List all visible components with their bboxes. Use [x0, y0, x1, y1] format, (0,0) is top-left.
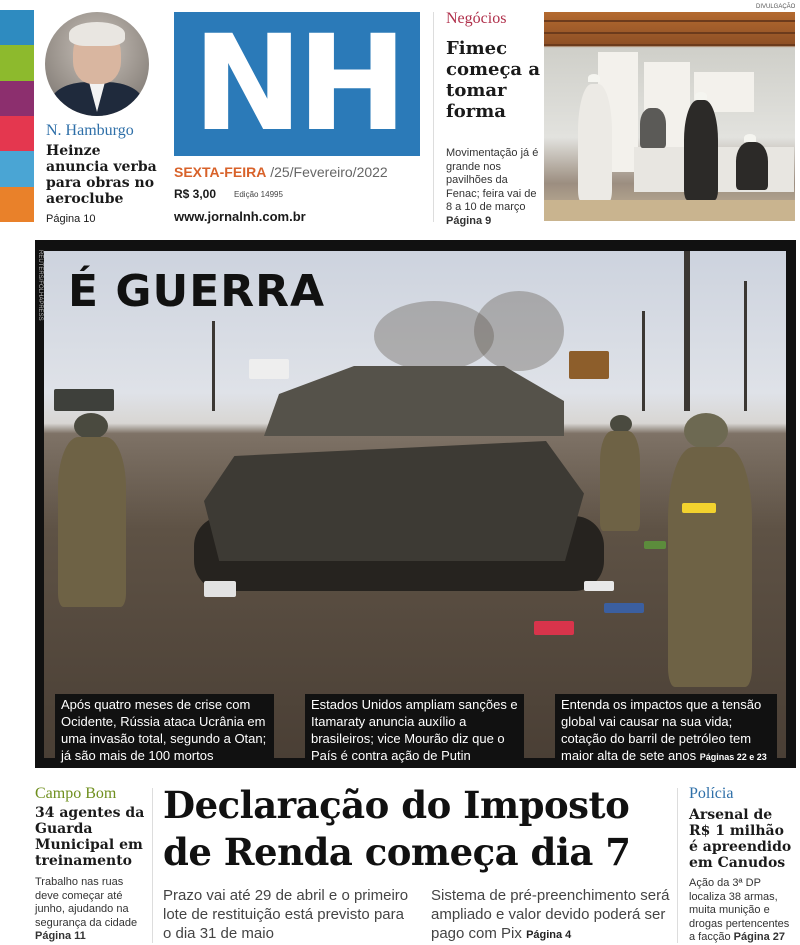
lead-headline[interactable]: É GUERRA [68, 266, 326, 317]
bottom-main-deck-left: Prazo vai até 29 de abril e o primeiro lote de restituição está previsto para o dia 31 de maio [163, 887, 409, 942]
caption-3-page: Páginas 22 e 23 [699, 752, 767, 762]
newspaper-logo[interactable] [174, 7, 420, 161]
website-link[interactable]: www.jornalnh.com.br [174, 209, 306, 224]
bottom-left-page: Página 11 [35, 930, 86, 942]
bottom-right-text: Ação da 3ª DP localiza 38 armas, muita munição e drogas pertencentes a facção Página 27 [689, 877, 790, 943]
bottom-main-page: Página 4 [526, 929, 572, 941]
divider [677, 788, 678, 943]
bottom-left-text: Trabalho nas ruas deve começar até junho, ajudando na segurança da cidade Página 11 [35, 876, 138, 942]
photo-caption-2[interactable]: Estados Unidos ampliam sanções e Itamaraty anuncia auxílio a brasileiros; vice Mourão diz que o País é contra ação de Putin [305, 694, 524, 766]
color-block [0, 81, 34, 116]
teaser-left-headline[interactable]: Heinze anuncia verba para obras no aeroclube [46, 143, 157, 207]
bottom-right-kicker[interactable]: Polícia [689, 785, 734, 802]
portrait-photo [45, 12, 149, 116]
bottom-left-headline[interactable]: 34 agentes da Guarda Municipal em treinamento [35, 805, 145, 869]
teaser-left-kicker[interactable]: N. Hamburgo [46, 122, 134, 139]
divider [152, 788, 153, 943]
teaser-right-headline[interactable]: Fimec começa a tomar forma [446, 38, 541, 122]
divider [433, 12, 434, 222]
lead-photo[interactable] [44, 251, 786, 758]
dateline [174, 164, 388, 180]
date: /25/Fevereiro/2022 [270, 164, 388, 180]
color-block [0, 151, 34, 186]
color-block [0, 116, 34, 151]
bottom-main-deck-right: Sistema de pré-preenchimento será ampliado e valor devido poderá ser pago com Pix Página 4 [431, 887, 670, 942]
photo-credit: DIVULGAÇÃO [756, 4, 796, 10]
color-block [0, 45, 34, 80]
photo-caption-1[interactable]: Após quatro meses de crise com Ocidente, Rússia ataca Ucrânia em uma invasão total, segundo a Otan; já são mais de 100 mortos [55, 694, 274, 766]
bottom-main-headline[interactable]: Declaração do Imposto de Renda começa dia 7 [163, 783, 631, 874]
lead-photo-credit: REUTERS/FOLHAPRESS [37, 250, 43, 321]
price: R$ 3,00 [174, 187, 217, 201]
photo-caption-3[interactable]: Entenda os impactos que a tensão global vai causar na sua vida; cotação do barril de petróleo tem maior alta de sete anos Páginas 22 e 23 [555, 694, 777, 768]
teaser-right-text [446, 147, 542, 228]
bottom-left-kicker[interactable]: Campo Bom [35, 785, 117, 802]
color-block [0, 187, 34, 222]
teaser-right-page: Página 9 [446, 214, 492, 227]
teaser-right-kicker[interactable]: Negócios [446, 10, 507, 27]
teaser-left-page: Página 10 [46, 213, 96, 225]
section-color-strip [0, 10, 34, 222]
bottom-right-headline[interactable]: Arsenal de R$ 1 milhão é apreendido em Canudos [689, 807, 792, 871]
weekday: SEXTA-FEIRA [174, 164, 267, 180]
color-block [0, 10, 34, 45]
fair-photo[interactable] [544, 12, 795, 221]
edition-number: Edição 14995 [234, 190, 283, 199]
bottom-right-page: Página 27 [733, 931, 786, 943]
logo-text: NH [192, 7, 402, 161]
teaser-right-body: Movimentação já é grande nos pavilhões da Fenac; feira vai de 8 a 10 de março [446, 147, 539, 213]
